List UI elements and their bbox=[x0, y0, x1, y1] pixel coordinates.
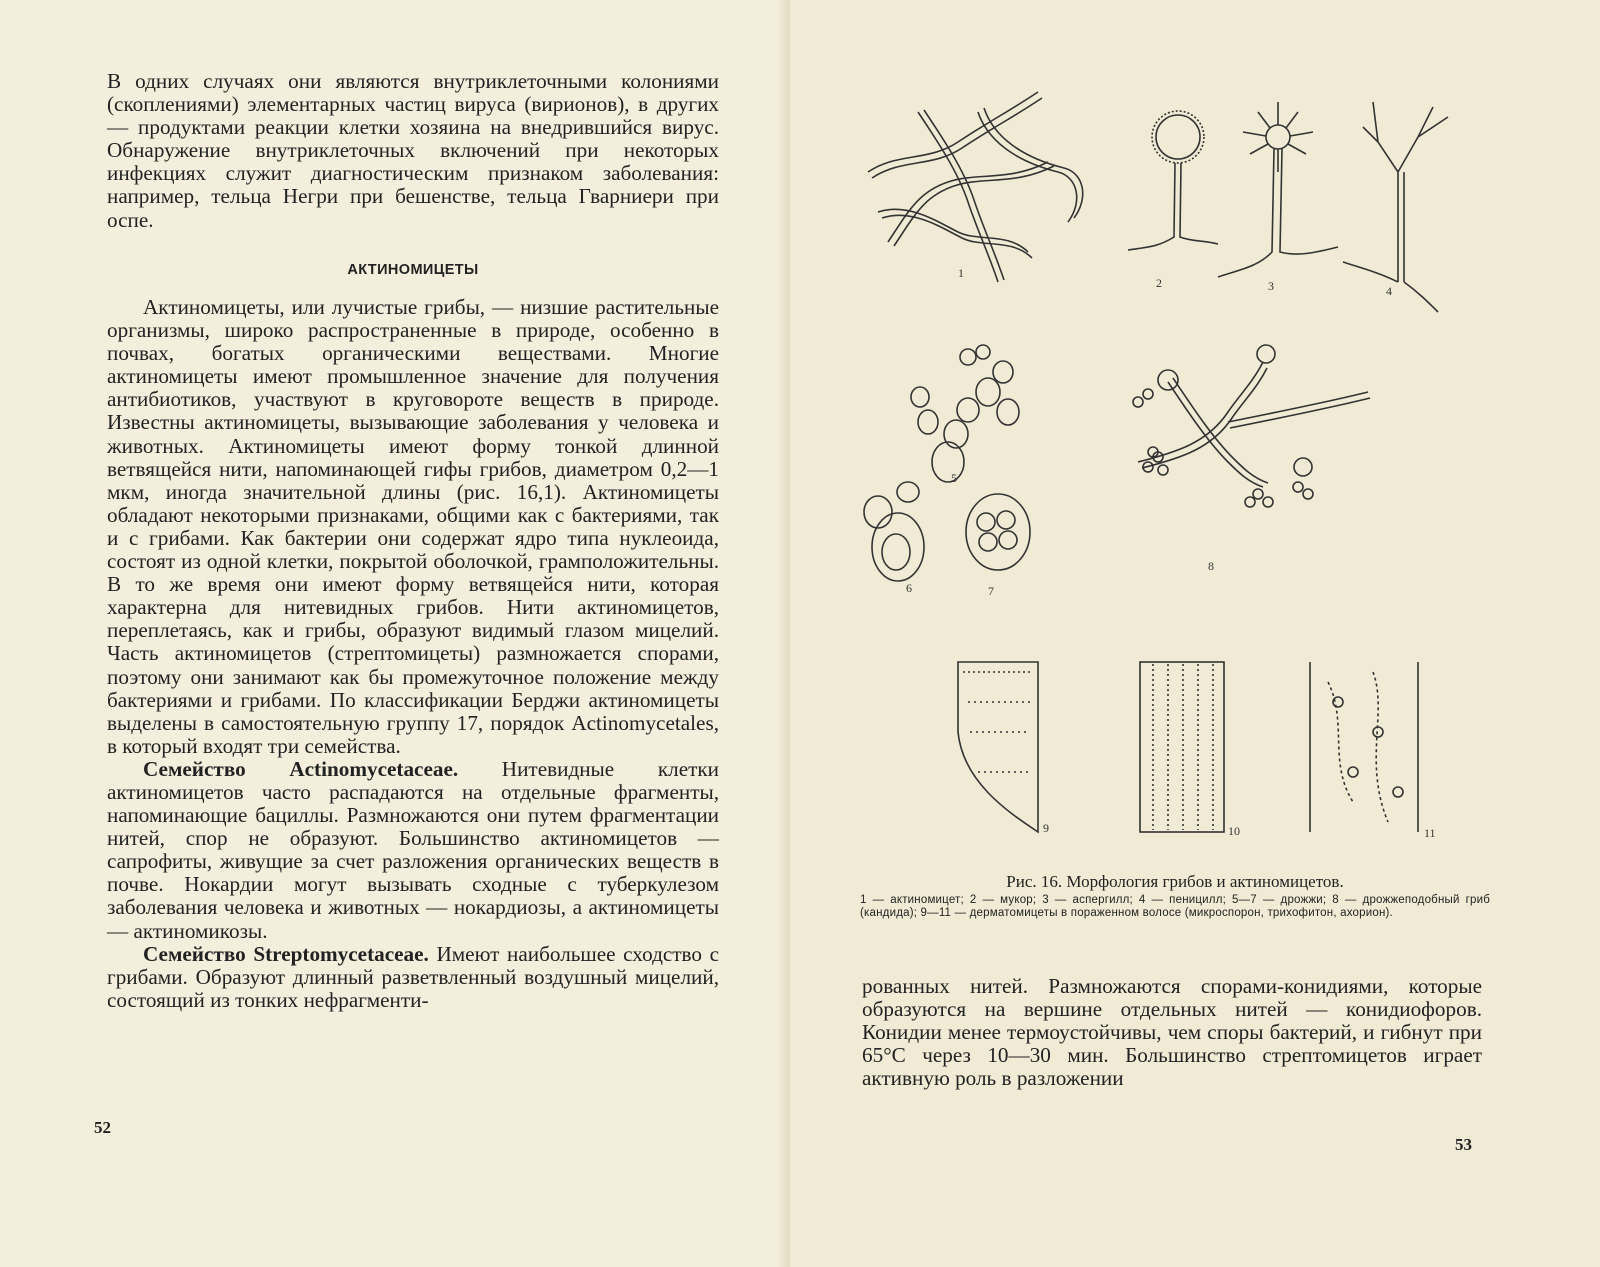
caption-title: Рис. 16. Морфология грибов и актиномицетов. bbox=[1006, 872, 1344, 891]
left-page bbox=[0, 0, 790, 1267]
paragraph-actinomycetaceae bbox=[107, 758, 719, 943]
figure-label-11: 11 bbox=[1424, 826, 1436, 840]
yeast-drawing bbox=[911, 345, 1019, 482]
figure-label-9: 9 bbox=[1043, 821, 1049, 835]
figure-label-2: 2 bbox=[1156, 276, 1162, 290]
figure-label-8: 8 bbox=[1208, 559, 1214, 573]
figure-label-6: 6 bbox=[906, 581, 912, 595]
penicillium-drawing bbox=[1343, 102, 1448, 312]
figure-16-illustration bbox=[858, 82, 1498, 872]
left-body-text bbox=[107, 296, 719, 1012]
yeast-cell-drawing bbox=[864, 482, 924, 581]
intro-text: В одних случаях они являются внутриклеточными колониями (скоплениями) элементарных частиц вируса (вирионов), в других — продуктами реакции клетки хозяина на внедрившийся вирус. Обнаружение внутриклеточных включений при некоторых инфекциях служит диагностическим признаком заболевания: например, тельца Негри при бешенстве, тельца Гварниери при оспе. bbox=[107, 69, 719, 232]
family-streptomycetaceae-title: Семейство Streptomycetaceae. bbox=[143, 941, 429, 966]
figure-label-4: 4 bbox=[1386, 284, 1392, 298]
figure-label-3: 3 bbox=[1268, 279, 1274, 293]
family-actinomycetaceae-text: Нитевидные клетки актиномицетов часто распадаются на отдельные фрагменты, напоминающие бациллы. Размножаются они путем фрагментации нитей, спор не образуют. Большинство актиномицетов — сапрофиты, живущие за счет разложения органических веществ в почве. Нокардии могут вызывать сходные с туберкулезом заболевания человека и животных — нокардиозы, а актиномицеты — актиномикозы. bbox=[107, 756, 719, 943]
intro-paragraph bbox=[107, 70, 719, 232]
figure-caption bbox=[860, 872, 1490, 920]
paragraph-actinomycetes: Актиномицеты, или лучистые грибы, — низшие растительные организмы, широко распространенные в природе, особенно в почвах, богатых органическими веществами. Многие актиномицеты имеют промышленное значение для получения антибиотиков, участвуют в круговороте веществ в природе. Известны актиномицеты, вызывающие заболевания у человека и животных. Актиномицеты имеют форму тонкой длинной ветвящейся нити, напоминающей гифы грибов, диаметром 0,2—1 мкм, иногда значительной длины (рис. 16,1). Актиномицеты обладают некоторыми признаками, общими как с бактериями, так и с грибами. Как бактерии они содержат ядро типа нуклеоида, состоят из одной клетки, покрытой оболочкой, грамположительны. В то же время они имеют форму ветвящейся нити, которая характерна для нитевидных грибов. Нити актиномицетов, переплетаясь, как и грибы, образуют видимый глазом мицелий. Часть актиномицетов (стрептомицеты) размножается спорами, поэтому они занимают как бы промежуточное положение между бактериями и грибами. По классификации Берджи актиномицеты выделены в самостоятельную группу 17, порядок Actinomycetales, в который входят три семейства. bbox=[107, 295, 719, 758]
page-number-left: 52 bbox=[94, 1118, 111, 1137]
hair-trichophyton-drawing bbox=[1140, 662, 1224, 832]
figure-label-7: 7 bbox=[988, 584, 994, 598]
family-actinomycetaceae-title: Семейство Actinomycetaceae. bbox=[143, 756, 459, 781]
paragraph-streptomycetaceae bbox=[107, 943, 719, 1012]
family-streptomycetaceae-text: Имеют наибольшее сходство с грибами. Образуют длинный разветвленный воздушный мицелий, состоящий из тонких нефрагменти- bbox=[107, 941, 719, 1012]
aspergillus-drawing bbox=[1218, 102, 1338, 277]
page-number-right: 53 bbox=[1455, 1135, 1472, 1154]
caption-text: 1 — актиномицет; 2 — мукор; 3 — аспергилл; 4 — пеницилл; 5—7 — дрожжи; 8 — дрожжеподобный гриб (кандида); 9—11 — дерматомицеты в пораженном волосе (микроспорон, трихофитон, ахорион). bbox=[860, 894, 1490, 919]
right-body-text bbox=[862, 975, 1482, 1090]
hair-achorion-drawing bbox=[1310, 662, 1418, 832]
candida-drawing bbox=[1133, 345, 1370, 507]
figure-label-10: 10 bbox=[1228, 824, 1240, 838]
ascus-drawing bbox=[966, 494, 1030, 570]
section-heading: АКТИНОМИЦЕТЫ bbox=[347, 262, 479, 278]
figure-label-1: 1 bbox=[958, 266, 964, 280]
mucor-drawing bbox=[1128, 111, 1218, 250]
actinomycete-mycelium-drawing bbox=[868, 92, 1083, 282]
hair-microsporon-drawing bbox=[958, 662, 1038, 832]
figure-label-5: 5 bbox=[951, 471, 957, 485]
continuation-paragraph: рованных нитей. Размножаются спорами-конидиями, которые образуются на вершине отдельных нитей — конидиофоров. Конидии менее термоустойчивы, чем споры бактерий, и гибнут при 65°С через 10—30 мин. Большинство стрептомицетов играет активную роль в разложении bbox=[862, 974, 1482, 1091]
